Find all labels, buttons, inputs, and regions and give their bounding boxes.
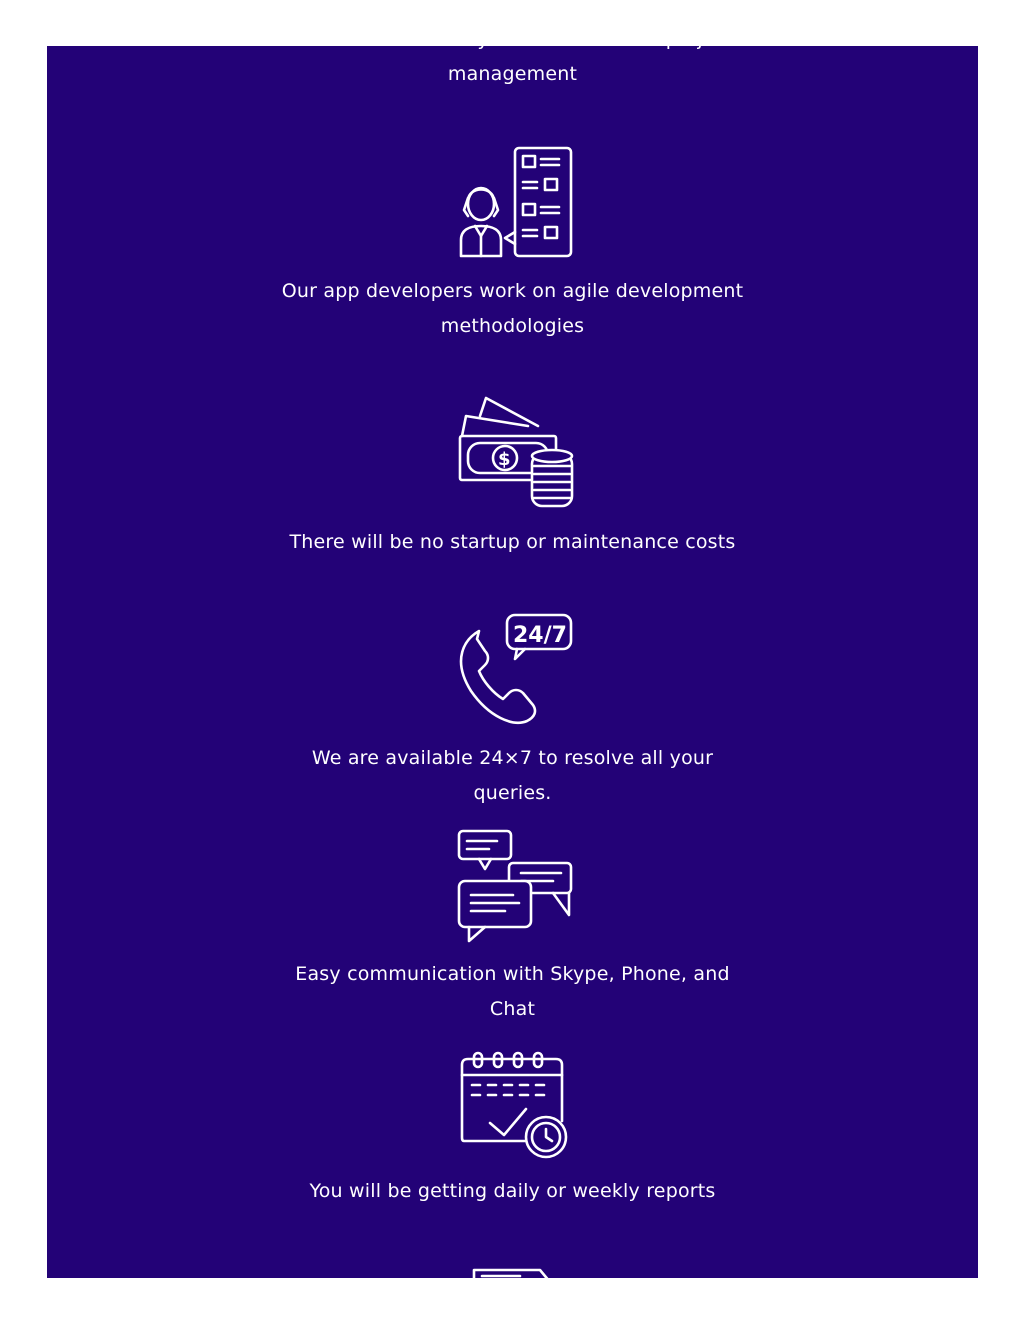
feature-caption: You will be getting daily or weekly reports xyxy=(309,1180,716,1202)
feature-text-reports xyxy=(47,1174,978,1209)
calendar-check-icon xyxy=(460,1051,572,1159)
money-coins-icon xyxy=(458,396,574,508)
svg-text:$: $ xyxy=(498,449,511,470)
phone-support-icon xyxy=(457,613,575,727)
feature-text-agile xyxy=(47,274,978,344)
feature-text-availability xyxy=(47,741,978,811)
feature-caption: Get minutes activity with cloud based project management xyxy=(291,28,734,85)
feature-caption: Easy communication with Skype, Phone, and Chat xyxy=(295,963,730,1020)
feature-caption: Our app developers work on agile development methodologies xyxy=(281,280,744,337)
document-icon xyxy=(472,1266,552,1306)
chat-bubbles-icon xyxy=(457,829,575,945)
feature-caption: There will be no startup or maintenance costs xyxy=(289,531,736,553)
feature-text-cloud xyxy=(47,22,978,92)
features-panel xyxy=(47,28,978,1278)
feature-text-costs xyxy=(47,525,978,560)
feature-text-communication xyxy=(47,957,978,1027)
support-badge-text: 24/7 xyxy=(513,623,567,648)
feature-caption: We are available 24×7 to resolve all your queries. xyxy=(311,747,714,804)
developer-checklist-icon xyxy=(457,146,577,260)
